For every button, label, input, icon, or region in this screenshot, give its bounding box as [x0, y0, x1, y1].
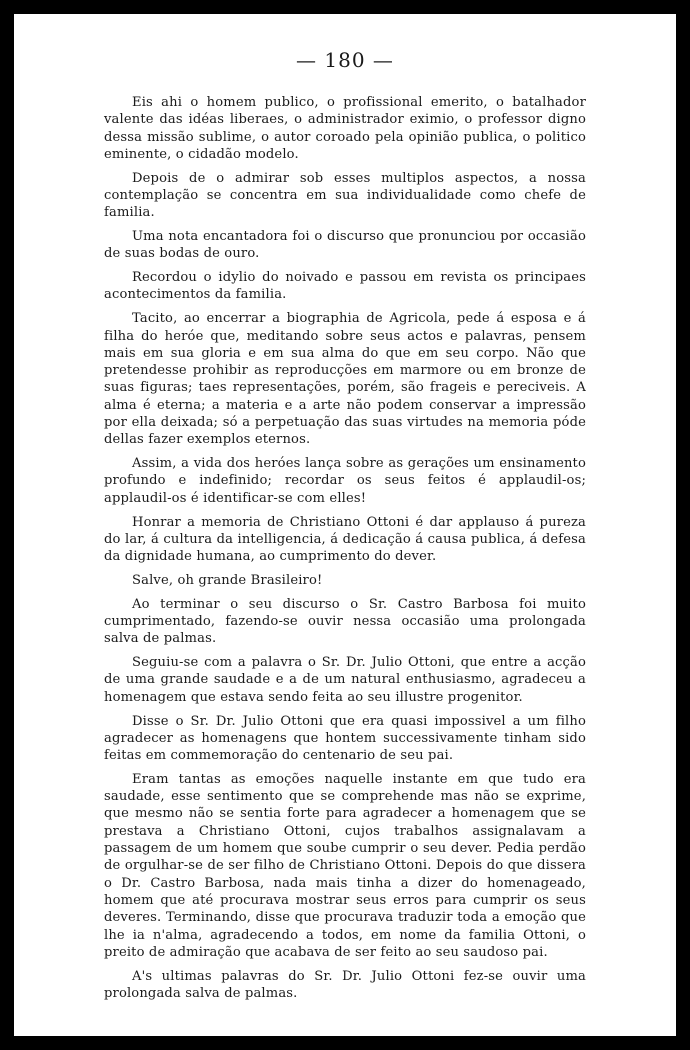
paragraph: Eram tantas as emoções naquelle instante em que tudo era saudade, esse sentimento que se comprehende mas não se exprime, que mesmo não se sentia forte para agradecer a homenagem que se prestava a Christiano Ottoni, cujos trabalhos assignalavam a passagem de um homem que soube cumprir o seu dever. Pedia perdão de orgulhar-se de ser filho de Christiano Ottoni. Depois do que dissera o Dr. Castro Barbosa, nada mais tinha a dizer do homenageado, homem que até procurava mostrar seus erros para cumprir os seus deveres. Terminando, disse que procurava traduzir toda a emoção que lhe ia n'alma, agradecendo a todos, em nome da familia Ottoni, o preito de admiração que acabava de ser feito ao seu saudoso pai. [104, 771, 586, 960]
paragraph: Honrar a memoria de Christiano Ottoni é dar applauso á pureza do lar, á cultura da intelligencia, á dedicação á causa publica, á defesa da dignidade humana, ao cumprimento do dever. [104, 514, 586, 565]
paragraph: Recordou o idylio do noivado e passou em revista os principaes acontecimentos da familia. [104, 270, 586, 303]
book-page [14, 14, 676, 1036]
paragraph: Assim, a vida dos heróes lança sobre as gerações um ensinamento profundo e indefinido; recordar os seus feitos é applaudil-os; applaudil-os é identificar-se com elles! [104, 456, 586, 506]
paragraph: Salve, oh grande Brasileiro! [132, 572, 323, 588]
paragraph: Uma nota encantadora foi o discurso que pronunciou por occasião de suas bodas de ouro. [104, 229, 586, 262]
paragraph: Eis ahi o homem publico, o profissional emerito, o batalhador valente das idéas liberaes, o administrador eximio, o professor digno dessa missão sublime, o autor coroado pela opinião publica, o politico eminente, o cidadão modelo. [104, 95, 586, 162]
paragraph: Tacito, ao encerrar a biographia de Agricola, pede á esposa e á filha do heróe que, meditando sobre seus actos e palavras, pensem mais em sua gloria e em sua alma do que em seu corpo. Não que pretendesse prohibir as reproducções em marmore ou em bronze de suas figuras; taes representações, porém, são frageis e pereciveis. A alma é eterna; a materia e a arte não podem conservar a impressão por ella deixada; só a perpetuação das suas virtudes na memoria póde dellas fazer exemplos eternos. [104, 311, 586, 448]
paragraph: Disse o Sr. Dr. Julio Ottoni que era quasi impossivel a um filho agradecer as homenagens que hontem successivamente tinham sido feitas em commemoração do centenario de seu pai. [104, 713, 586, 764]
paragraph: Seguiu-se com a palavra o Sr. Dr. Julio Ottoni, que entre a acção de uma grande saudade e a de um natural enthusiasmo, agradeceu a homenagem que estava sendo feita ao seu illustre progenitor. [104, 655, 586, 705]
paragraph: Ao terminar o seu discurso o Sr. Castro Barbosa foi muito cumprimentado, fazendo-se ouvir nessa occasião uma prolongada salva de palmas. [104, 596, 586, 647]
paragraph: A's ultimas palavras do Sr. Dr. Julio Ottoni fez-se ouvir uma prolongada salva de palmas. [104, 968, 586, 1001]
paragraph: Depois de o admirar sob esses multiplos aspectos, a nossa contemplação se concentra em sua individualidade como chefe de familia. [104, 170, 586, 221]
page-number: — 180 — [296, 48, 394, 72]
